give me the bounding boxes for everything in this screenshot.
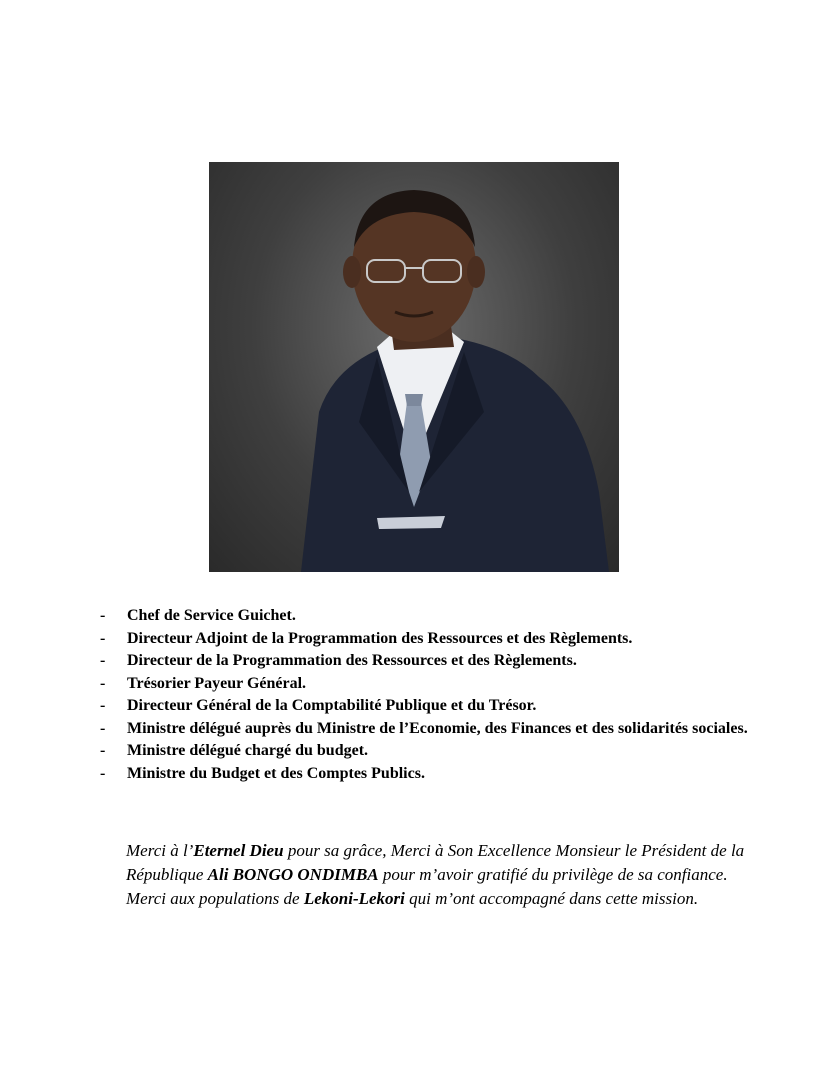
career-item-text: Trésorier Payeur Général. xyxy=(127,674,307,692)
career-item xyxy=(100,628,800,651)
list-bullet: - xyxy=(100,652,106,669)
career-item xyxy=(100,673,800,696)
career-item-text: Ministre du Budget et des Comptes Publics. xyxy=(127,764,425,782)
portrait-illustration xyxy=(209,162,619,572)
career-item-text: Directeur Général de la Comptabilité Publique et du Trésor. xyxy=(127,697,537,714)
career-item-text: Chef de Service Guichet. xyxy=(127,607,296,624)
list-bullet: - xyxy=(100,607,106,624)
career-item xyxy=(100,650,800,673)
list-bullet: - xyxy=(100,719,106,737)
thanks-emphasis-president-name: Ali BONGO ONDIMBA xyxy=(207,865,379,884)
list-bullet: - xyxy=(100,629,106,647)
thanks-emphasis-lekoni-lekori: Lekoni-Lekori xyxy=(303,889,405,908)
career-item-text: Ministre délégué auprès du Ministre de l’Economie, des Finances et des solidarités sociales. xyxy=(127,719,748,737)
list-bullet: - xyxy=(100,697,106,714)
list-bullet: - xyxy=(100,674,106,692)
career-item xyxy=(100,740,800,763)
career-item xyxy=(100,763,800,786)
career-item-text: Directeur de la Programmation des Ressources et des Règlements. xyxy=(127,652,577,669)
career-item xyxy=(100,695,800,718)
career-item xyxy=(100,605,800,628)
thanks-text: qui m’ont accompagné dans cette mission. xyxy=(404,889,699,908)
thanks-text: Merci aux populations de xyxy=(126,889,304,908)
thanks-text: pour sa grâce, Merci à Son Excellence Monsieur le Président de la République xyxy=(126,841,745,884)
career-item-text: Ministre délégué chargé du budget. xyxy=(127,742,369,759)
career-list xyxy=(100,605,800,785)
portrait-photo xyxy=(209,162,619,572)
thanks-paragraph-2 xyxy=(126,887,766,911)
list-bullet: - xyxy=(100,742,106,759)
thanks-text: pour m’avoir gratifié du privilège de sa confiance. xyxy=(378,865,728,884)
thanks-emphasis-eternel-dieu: Eternel Dieu xyxy=(193,841,284,860)
list-bullet: - xyxy=(100,764,106,782)
acknowledgement-text xyxy=(126,839,766,911)
thanks-paragraph-1 xyxy=(126,839,766,887)
thanks-text: Merci à l’ xyxy=(126,841,194,860)
career-item xyxy=(100,718,800,741)
career-item-text: Directeur Adjoint de la Programmation des Ressources et des Règlements. xyxy=(127,629,633,647)
